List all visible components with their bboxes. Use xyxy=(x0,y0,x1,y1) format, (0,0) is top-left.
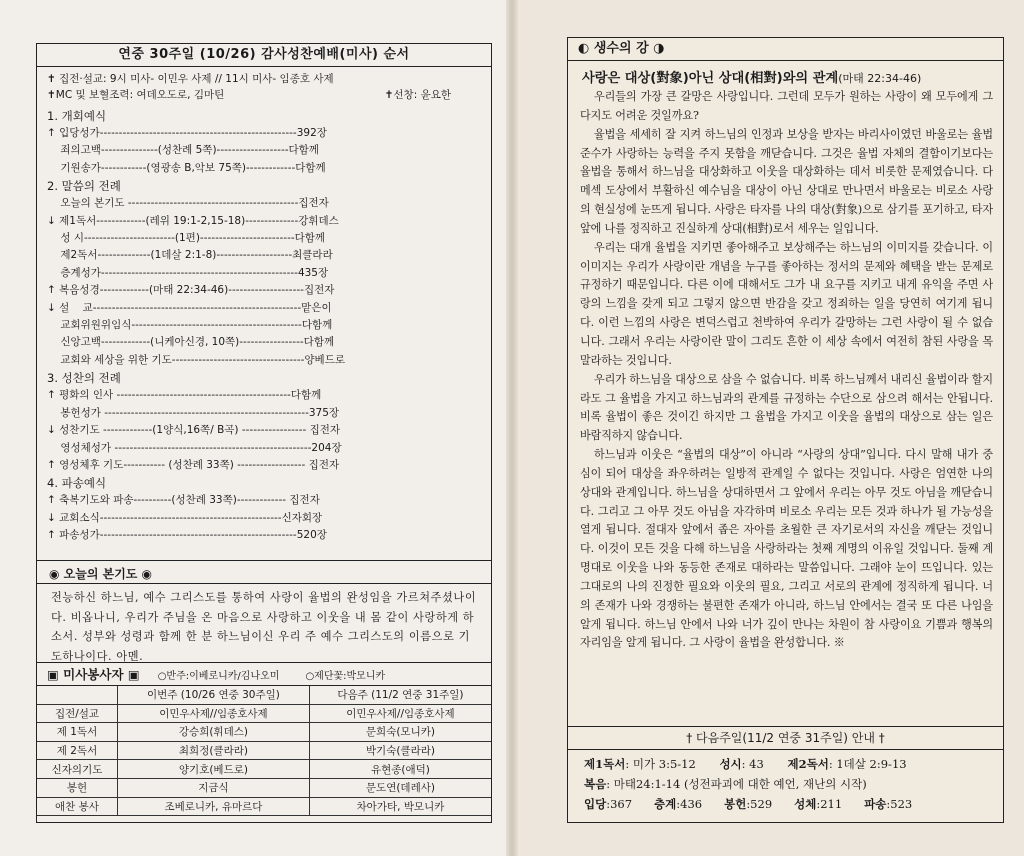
this-week-cell: 조베로니카, 유마르다 xyxy=(118,797,310,816)
next-week-cell: 차아가타, 박모니카 xyxy=(309,797,491,816)
altar-flower-note: ○제단꽃:박모니카 xyxy=(305,670,386,682)
role-cell: 신자의기도 xyxy=(37,760,118,779)
next-week-cell: 이민우사제//임종호사제 xyxy=(309,704,491,723)
order-item: 교회위원위임식---------------------------------------------다함께 xyxy=(47,319,333,332)
this-week-cell: 이번주 (10/26 연중 30주일) xyxy=(118,686,310,704)
table-row xyxy=(37,760,491,779)
order-item: ↓ 성찬기도 -------------(1양식,16쪽/ B곡) ----------------- 집전자 xyxy=(47,424,341,437)
next-gospel-line xyxy=(568,774,1003,794)
accompanist-note: ○반주:이베로니카/김나오미 xyxy=(157,670,280,682)
order-item: ↑ 영성체후 기도----------- (성찬례 33쪽) ------------------ 집전자 xyxy=(47,458,340,471)
lesson-body xyxy=(568,88,1003,653)
lesson-paragraph: 우리가 하느님을 대상으로 삼을 수 없습니다. 비록 하느님께서 내리신 율법이라 할지라도 그 율법을 가지고 하느님과의 관계를 규정하는 수단으로 삼으려 해서는 안됩니다. 비록 율법이 좋은 것이긴 하지만 그 율법을 가지고 이웃을 율법의 대상으로 삼는 일은 바람직하지 않습니다. xyxy=(580,372,993,443)
collect-text: 전능하신 하느님, 예수 그리스도를 통하여 사랑이 율법의 완성임을 가르쳐주셨나이다. 비옵나니, 우리가 주님을 온 마음으로 사랑하고 이웃을 내 몸 같이 사랑하게 하소서. 성부와 성령과 함께 한 분 하느님이신 우리 주 예수 그리스도의 이름으로 기도하나이다. 아멘. xyxy=(51,591,477,663)
order-item: 제2독서--------------(1데살 2:1-8)--------------------최클라라 xyxy=(47,249,333,262)
hymn-number: :211 xyxy=(816,797,843,811)
staff-info xyxy=(37,67,491,103)
order-item: ↑ 복음성경-------------(마태 22:34-46)--------------------집전자 xyxy=(47,284,335,297)
hymn-label: 봉헌 xyxy=(724,797,747,811)
hymn-label: 입당 xyxy=(584,797,607,811)
next-readings-line xyxy=(568,754,1003,774)
table-row xyxy=(37,723,491,742)
order-item: ↓ 제1독서-------------(레위 19:1-2,15-18)--------------강휘데스 xyxy=(47,214,339,227)
order-item: ↑ 평화의 인사 ----------------------------------------------다함께 xyxy=(47,389,322,402)
this-week-cell: 이민우사제//임종호사제 xyxy=(118,704,310,723)
next-week-heading: † 다음주일(11/2 연중 31주일) 안내 † xyxy=(568,727,1003,750)
order-item: ↑ 파송성가----------------------------------------------------520장 xyxy=(47,529,327,542)
celebrant-line: ✝ 집전·설교: 9시 미사- 이민우 사제 // 11시 미사- 임종호 사제 xyxy=(47,73,334,85)
table-header-row xyxy=(37,686,491,704)
hymn-number: :367 xyxy=(606,797,633,811)
lesson-paragraph: 우리들의 가장 큰 갈망은 사랑입니다. 그런데 모두가 원하는 사랑이 왜 모두에게 그다지도 어려운 것일까요? xyxy=(580,90,993,122)
hymn-number: :523 xyxy=(886,797,913,811)
volunteers-heading: ▣ 미사봉사자 ▣ xyxy=(47,667,140,682)
order-item: 오늘의 본기도 ---------------------------------------------집전자 xyxy=(47,197,329,210)
mc-line: ✝MC 및 보혈조력: 여데오도로, 김마틴 xyxy=(47,89,225,101)
next-week-box xyxy=(567,727,1004,823)
lesson-paragraph: 율법을 세세히 잘 지켜 하느님의 인정과 보상을 받자는 바리사이였던 바울로는 율법준수가 사랑하는 능력을 주지 못함을 깨닫습니다. 그것은 율법 자체의 결함이기보다는 율법을 통해서 하느님을 대상화하고 이웃을 대상화하는 데서 비롯한 문제였습니다. 다메섹 도상에서 부활하신 예수님을 대상이 아닌 상대로 만나면서 바울로는 비로소 사랑의 현실성에 눈뜨게 됩니다. 사랑은 타자를 나의 대상(對象)으로 삼기를 포기하고, 타자 앞에 나를 정직하고 진실하게 상대(相對)로서 세우는 일입니다. xyxy=(580,127,993,235)
volunteers-box xyxy=(36,663,492,823)
psalm-value: : 43 xyxy=(741,757,764,771)
collect-box xyxy=(36,561,492,663)
section-title: 3. 성찬의 전례 xyxy=(47,371,121,386)
gospel-label: 복음 xyxy=(584,777,607,791)
gospel-value: : 마태24:1-14 (성전파괴에 대한 예언, 재난의 시작) xyxy=(606,777,867,791)
role-cell xyxy=(37,686,118,704)
this-week-cell: 지금식 xyxy=(118,778,310,797)
order-item: 기원송가------------(영광송 B,악보 75쪽)-------------다함께 xyxy=(47,161,326,174)
table-row xyxy=(37,797,491,816)
order-item: ↑ 입당성가----------------------------------------------------392장 xyxy=(47,127,327,139)
next-week-cell: 다음주 (11/2 연중 31주일) xyxy=(309,686,491,704)
order-item: 신앙고백-------------(니케아신경, 10쪽)-----------------다함께 xyxy=(47,336,335,349)
role-cell: 집전/설교 xyxy=(37,704,118,723)
role-cell: 제 2독서 xyxy=(37,741,118,760)
reading2-label: 제2독서 xyxy=(787,757,829,771)
volunteers-table xyxy=(37,686,491,816)
section-title: 2. 말씀의 전례 xyxy=(47,179,121,194)
order-item: 영성체성가 ----------------------------------------------------204장 xyxy=(47,441,342,454)
this-week-cell: 강승희(휘데스) xyxy=(118,723,310,742)
role-cell: 제 1독서 xyxy=(37,723,118,742)
reading2-value: : 1데살 2:9-13 xyxy=(828,757,907,771)
reading1-label: 제1독서 xyxy=(584,757,626,771)
reading1-value: : 미가 3:5-12 xyxy=(625,757,696,771)
lesson-reference: (마태 22:34-46) xyxy=(838,72,922,85)
order-item: 봉헌성가 ------------------------------------------------------375장 xyxy=(47,406,340,419)
hymn-label: 성체 xyxy=(794,797,817,811)
psalm-label: 성시 xyxy=(719,757,742,771)
order-sections xyxy=(37,108,491,545)
next-week-cell: 박기숙(클라라) xyxy=(309,741,491,760)
order-item: ↓ 교회소식------------------------------------------------신자회장 xyxy=(47,511,323,524)
next-week-cell: 문도연(데레사) xyxy=(309,778,491,797)
table-row xyxy=(37,778,491,797)
order-title: 연중 30주일 (10/26) 감사성찬예배(미사) 순서 xyxy=(37,44,491,67)
table-row xyxy=(37,704,491,723)
next-week-cell: 유현종(애덕) xyxy=(309,760,491,779)
hymn-number: :436 xyxy=(676,797,703,811)
table-row xyxy=(37,741,491,760)
lesson-title-text: 사랑은 대상(對象)아닌 상대(相對)와의 관계 xyxy=(582,71,839,86)
lesson-heading: ◐ 생수의 강 ◑ xyxy=(568,38,1003,61)
lesson-paragraph: 하느님과 이웃은 “율법의 대상”이 아니라 “사랑의 상대”입니다. 다시 말해 내가 중심이 되어 대상을 좌우하려는 일방적 관계일 수 없다는 것입니다. 사랑은 엄연한 나의 상대와 관계입니다. 하느님을 상대하면서 그 앞에서 우리는 아무 것도 아님을 깨닫습니다. 그리고 그 아무 것도 아님을 자각하며 비로소 우리는 모든 것과 하나가 될 가능성을 열게 됩니다. 절대자 앞에서 좁은 자아를 초월한 큰 자기로서의 자신을 깨닫는 것입니다. 이것이 모든 것을 다해 하느님을 사랑하라는 첫째 계명의 이유일 것입니다. 둘째 계명대로 이웃을 나와 동등한 존재로 대하라는 말씀입니다. 그래야 눈이 뜨입니다. 있는 그대로의 나의 진정한 필요와 이웃의 필요, 그리고 서로의 관계에 정직하게 됩니다. 너의 존재가 나와 경쟁하는 불편한 존재가 아니라, 하느님 안에서는 결국 또 다른 나임을 알게 됩니다. 하느님 안에서 나와 너가 깊이 만나는 차원이 참 사랑이요 기쁨과 행복의 자리임을 알게 됩니다. 그 사랑이 율법을 완성합니다. ※ xyxy=(580,448,993,650)
order-item: ↑ 축복기도와 파송----------(성찬례 33쪽)------------- 집전자 xyxy=(47,494,320,507)
order-item: 교회와 세상을 위한 기도-----------------------------------양베드로 xyxy=(47,353,345,366)
hymn-label: 파송 xyxy=(864,797,887,811)
collect-heading: ◉ 오늘의 본기도 ◉ xyxy=(37,561,491,584)
role-cell: 봉헌 xyxy=(37,778,118,797)
lesson-box xyxy=(567,37,1004,727)
role-cell: 애찬 봉사 xyxy=(37,797,118,816)
next-week-cell: 문희숙(모니카) xyxy=(309,723,491,742)
next-hymns-line xyxy=(568,794,1003,814)
hymn-number: :529 xyxy=(746,797,773,811)
hymn-label: 층계 xyxy=(654,797,677,811)
this-week-cell: 양기호(베드로) xyxy=(118,760,310,779)
order-item: 층계성가----------------------------------------------------435장 xyxy=(47,266,329,279)
lesson-paragraph: 우리는 대개 율법을 지키면 좋아해주고 보상해주는 하느님의 이미지를 갖습니다. 이 이미지는 우리가 사랑이란 개념을 누구를 좋아하는 정서의 문제와 혜택을 받는 문제로 규정하기 때문입니다. 다른 이에 대해서도 그가 내 요구를 지키고 내게 유익을 주면 사랑의 느낌을 갖게 되고 그렇지 않으면 반감을 갖고 정죄하는 일을 당연히 여기게 됩니다. 이런 느낌의 사랑은 변덕스럽고 천박하여 우리가 갈망하는 그런 사랑이 될 수 없습니다. 그래서 우리는 사랑이란 말이 그리도 흔한 이 세상 속에서 여전히 참된 사랑을 목말라하는 것입니다. xyxy=(580,240,993,367)
precentor-line: ✝선창: 윤요한 xyxy=(384,89,451,101)
order-item: 죄의고백---------------(성찬례 5쪽)-------------------다함께 xyxy=(47,144,319,157)
order-of-service xyxy=(36,43,492,561)
order-item: 성 시------------------------(1편)-------------------------다함께 xyxy=(47,232,326,245)
page-binding xyxy=(506,0,518,856)
this-week-cell: 최희정(클라라) xyxy=(118,741,310,760)
section-title: 1. 개회예식 xyxy=(47,109,107,123)
volunteers-header xyxy=(37,663,491,686)
section-title: 4. 파송예식 xyxy=(47,476,107,491)
lesson-title xyxy=(568,61,1003,88)
order-item: ↓ 설 교-------------------------------------------------------맡은이 xyxy=(47,301,332,314)
